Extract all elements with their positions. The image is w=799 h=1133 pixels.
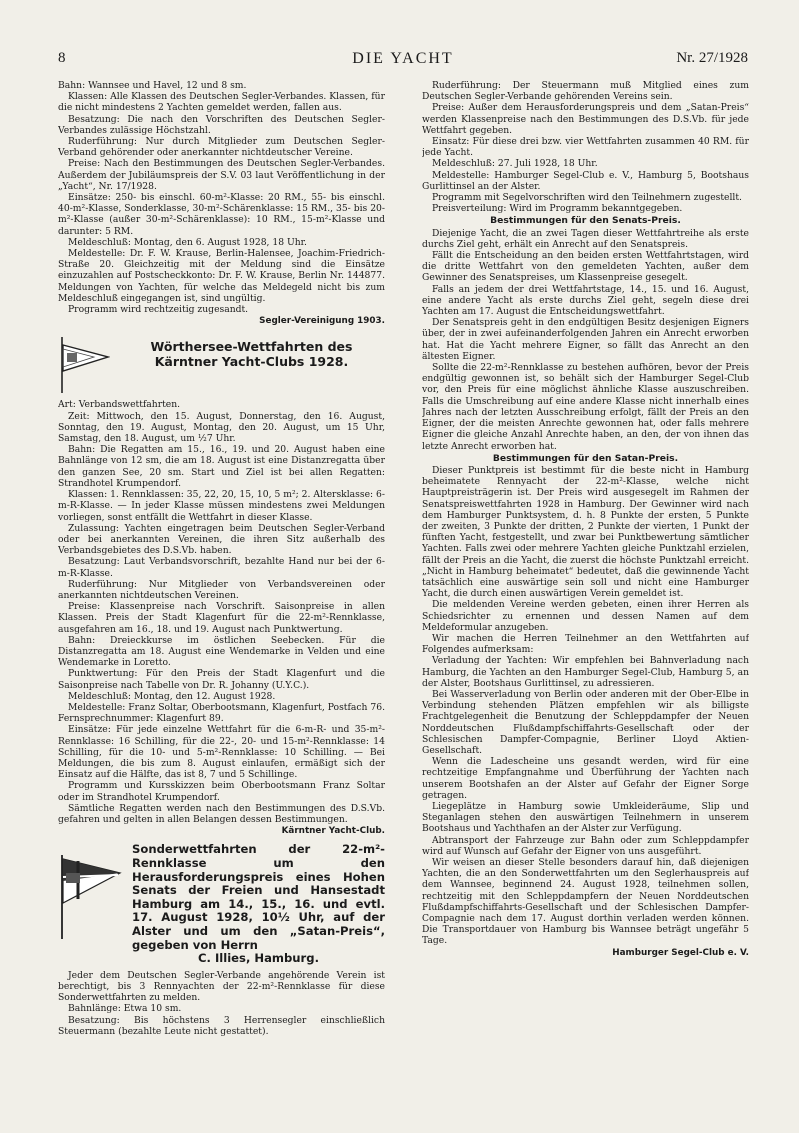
paragraph: Bahnlänge: Etwa 10 sm. <box>68 1003 182 1015</box>
paragraph: Falls an jedem der drei Wettfahrtstage, 14., 15. und 16. August, eine andere Yacht als erste durchs Ziel geht, segeln diese drei Yachten am 17. August die Entscheidungswettfahrt. <box>422 283 749 318</box>
paragraph: Besatzung: Laut Verbandsvorschrift, bezahlte Hand nur bei der 6-m-R-Klasse. <box>58 556 385 579</box>
paragraph: Preise: Nach den Bestimmungen des Deutschen Segler-Verbandes. Außerdem der Jubiläumspreis der S.V. 03 laut Veröffentlichung in der „Yacht“, Nr. 17/1928. <box>58 158 385 192</box>
paragraph: Jeder dem Deutschen Segler-Verbande angehörende Verein ist berechtigt, bis 3 Rennyachten der 22-m²-Rennklasse für diese Sonderwettfahrten zu melden. <box>58 969 385 1004</box>
section-title-end: C. Illies, Hamburg. <box>198 951 319 966</box>
signature: Hamburger Segel-Club e. V. <box>612 947 749 958</box>
paragraph: Meldeschluß: Montag, den 12. August 1928. <box>68 690 276 702</box>
paragraph: Punktwertung: Für den Preis der Stadt Klagenfurt und die Saisonpreise nach Tabelle von Dr. R. Johanny (U.Y.C.). <box>58 668 385 691</box>
page-header <box>58 50 748 72</box>
paragraph: Klassen: 1. Rennklassen: 35, 22, 20, 15, 10, 5 m²; 2. Altersklasse: 6-m-R-Klasse. — In jeder Klasse müssen mindestens zwei Meldungen vorliegen, sonst entfällt die Wettfahrt in dieser Klasse. <box>58 489 385 523</box>
paragraph: Sollte die 22-m²-Rennklasse zu bestehen aufhören, bevor der Preis endgültig gewonnen ist, so behält sich der Hamburger Segel-Club vor, den Preis für eine möglichst ähnliche Klasse auszuschreiben. Falls die Umschreibung auf eine andere Klasse nicht innerhalb eines Jahres nach der letzten Ausschreibung erfolgt, fällt der Preis an den Eigner, der die meisten Anrechte gewonnen hat, oder falls mehrere Eigner die gleiche Anzahl Anrechte haben, an den, der von ihnen das letzte Anrecht erworben hat. <box>422 362 749 452</box>
paragraph: Die meldenden Vereine werden gebeten, einen ihrer Herren als Schiedsrichter zu ernennen und dessen Namen auf dem Meldeformular anzugeben. <box>422 599 749 633</box>
paragraph: Besatzung: Bis höchstens 3 Herrensegler einschließlich Steuermann (bezahlte Leute nicht gestattet). <box>58 1014 385 1037</box>
paragraph: Preise: Klassenpreise nach Vorschrift. Saisonpreise in allen Klassen. Preis der Stadt Klagenfurt für die 22-m²-Rennklasse, ausgefahren am 16., 18. und 19. August nach Punktwertung. <box>58 601 385 635</box>
paragraph: Ruderführung: Nur durch Mitglieder zum Deutschen Segler-Verband gehörender oder anerkannter nichtdeutscher Vereine. <box>58 136 385 159</box>
paragraph: Programm wird rechtzeitig zugesandt. <box>68 304 249 316</box>
section-heading-woerthersee <box>58 333 385 395</box>
paragraph: Einsätze: 250- bis einschl. 60-m²-Klasse: 20 RM., 55- bis einschl. 40-m²-Klasse, Sonderklasse, 30-m²-Schärenklasse: 15 RM., 35- bis 20-m²-Klasse (außer 30-m²-Schärenklasse): 10 RM., 15-m²-Klasse und darunter: 5 RM. <box>58 192 385 237</box>
paragraph: Meldestelle: Franz Soltar, Oberbootsmann, Klagenfurt, Postfach 76. Fernsprechnummer: Klagenfurt 89. <box>58 701 385 725</box>
paragraph: Einsatz: Für diese drei bzw. vier Wettfahrten zusammen 40 RM. für jede Yacht. <box>422 136 749 159</box>
paragraph: Preise: Außer dem Herausforderungspreis und dem „Satan-Preis“ werden Klassenpreise nach den Bestimmungen des D.S.Vb. für jede Wettfahrt gegeben. <box>422 102 749 136</box>
paragraph: Bahn: Die Regatten am 15., 16., 19. und 20. August haben eine Bahnlänge von 12 sm, die am 18. August ist eine Distanzregatta über den ganzen See, 20 sm. Start und Ziel ist bei allen Regatten: Strandhotel Krumpendorf. <box>58 444 385 489</box>
section-title: Wörthersee-Wettfahrten des Kärntner Yacht-Clubs 1928. <box>150 339 353 370</box>
paragraph: Bahn: Wannsee und Havel, 12 und 8 sm. <box>58 80 247 91</box>
paragraph: Meldestelle: Hamburger Segel-Club e. V., Hamburg 5, Bootshaus Gurlittinsel an der Alster. <box>422 169 749 192</box>
paragraph: Der Senatspreis geht in den endgültigen Besitz desjenigen Eigners über, der in zwei aufeinanderfolgenden Jahren ein Anrecht erworben hat. Hat die Yacht mehrere Eigner, so fällt das Anrecht an den ältesten Eigner. <box>422 317 749 362</box>
paragraph: Sämtliche Regatten werden nach den Bestimmungen des D.S.Vb. gefahren und gelten in allen Belangen dessen Bestimmungen. <box>58 802 385 825</box>
right-column <box>422 80 749 1110</box>
paragraph: Zulassung: Yachten eingetragen beim Deutschen Segler-Verband oder bei anerkannten Vereinen, die ihren Sitz außerhalb des Verbandsgebietes des D.S.Vb. haben. <box>58 522 385 557</box>
paragraph: Bahn: Dreieckkurse im östlichen Seebecken. Für die Distanzregatta am 18. August eine Wendemarke in Velden und eine Wendemarke in Loretto. <box>58 634 385 669</box>
paragraph: Preisverteilung: Wird im Programm bekanntgegeben. <box>432 203 683 215</box>
journal-title: DIE YACHT <box>352 50 454 67</box>
paragraph: Programm und Kursskizzen beim Oberbootsmann Franz Soltar oder im Strandhotel Krumpendorf. <box>58 780 385 803</box>
paragraph: Bei Wasserverladung von Berlin oder anderen mit der Ober-Elbe in Verbindung stehenden Plätzen empfehlen wir als billigste Frachtgelegenheit die Benutzung der Schleppdampfer der Neuen Norddeutschen Flußdampfschiffahrts-Gesellschaft oder der Schlesischen Dampfer-Compagnie, Berliner Lloyd Aktien-Gesellschaft. <box>422 688 749 756</box>
subheading: Bestimmungen für den Satan-Preis. <box>492 452 679 464</box>
section-title-main: Sonderwettfahrten der 22-m²-Rennklasse um den Herausforderungspreis eines Hohen Senats der Freien und Hansestadt Hamburg am 14., 15., 16. und evtl. 17. August 1928, 10½ Uhr, auf der Alster und um den „Satan-Preis“, gegeben von Herrn <box>132 842 385 952</box>
paragraph: Liegeplätze in Hamburg sowie Umkleideräume, Slip und Steganlagen stehen den auswärtigen Teilnehmern in unserem Bootshaus und Yachthafen an der Alster zur Verfügung. <box>422 801 749 835</box>
paragraph: Wenn die Ladescheine uns gesandt werden, wird für eine rechtzeitige Empfangnahme und Überführung der Yachten nach unserem Bootshafen an der Alster auf Gefahr der Eigner Sorge getragen. <box>422 756 749 801</box>
paragraph: Wir machen die Herren Teilnehmer an den Wettfahrten auf Folgendes aufmerksam: <box>422 632 749 656</box>
issue-number: Nr. 27/1928 <box>676 50 748 66</box>
page-number: 8 <box>58 50 66 66</box>
paragraph: Verladung der Yachten: Wir empfehlen bei Bahnverladung nach Hamburg, die Yachten an den Hamburger Segel-Club, Hamburg 5, an der Alster, Bootshaus Gurlittinsel, zu adressieren. <box>422 655 749 689</box>
paragraph: Art: Verbandswettfahrten. <box>58 399 181 411</box>
paragraph: Dieser Punktpreis ist bestimmt für die beste nicht in Hamburg beheimatete Rennyacht der 22-m²-Klasse, welche nicht Hauptpreisträgerin ist. Der Preis wird ausgesegelt im Rahmen der Senatspreiswettfahrten 1928 in Hamburg. Der Gewinner wird nach dem Hamburger Punktsystem, d. h. 8 Punkte der ersten, 5 Punkte der zweiten, 3 Punkte der dritten, 2 Punkte der vierten, 1 Punkt der fünften Yacht, festgestellt, und zwar bei Punktbewertung sämtlicher Yachten. Falls zwei oder mehrere Yachten gleiche Punktzahl erzielen, fällt der Preis an die Yacht, die zuerst die höchste Punktzahl erreicht. „Nicht in Hamburg beheimatet“ bedeutet, daß die gewinnende Yacht tatsächlich eine auswärtige sein soll und nicht eine Hamburger Yacht, die durch einen auswärtigen Verein gemeldet ist. <box>422 464 749 600</box>
paragraph: Zeit: Mittwoch, den 15. August, Donnerstag, den 16. August, Sonntag, den 19. August, Montag, den 20. August, um 15 Uhr, Samstag, den 18. August, um ½7 Uhr. <box>58 410 385 445</box>
section-title <box>132 843 385 965</box>
left-column <box>58 80 385 1110</box>
paragraph: Klassen: Alle Klassen des Deutschen Segler-Verbandes. Klassen, für die nicht mindestens 2 Yachten gemeldet werden, fallen aus. <box>58 91 385 114</box>
paragraph: Ruderführung: Nur Mitglieder von Verbandsvereinen oder anerkannten nichtdeutschen Vereinen. <box>58 578 385 601</box>
ensign-flag-icon <box>58 851 124 941</box>
paragraph: Programm mit Segelvorschriften wird den Teilnehmern zugestellt. <box>432 192 742 204</box>
paragraph: Meldestelle: Dr. F. W. Krause, Berlin-Halensee, Joachim-Friedrich-Straße 20. Gleichzeitig mit der Meldung sind die Einsätze einzuzahlen auf Postscheckkonto: Dr. F. W. Krause, Berlin Nr. 144877. Meldungen von Yachten, für welche das Meldegeld nicht bis zum Meldeschluß eingegangen ist, sind ungültig. <box>58 248 385 304</box>
paragraph: Abtransport der Fahrzeuge zur Bahn oder zum Schleppdampfer wird auf Wunsch auf Gefahr der Eigner von uns ausgeführt. <box>422 834 749 857</box>
burgee-flag-icon <box>58 335 110 395</box>
paragraph: Einsätze: Für jede einzelne Wettfahrt für die 6-m-R- und 35-m²-Rennklasse: 16 Schilling, für die 22-, 20- und 15-m²-Rennklasse: 14 Schilling, für die 10- und 5-m²-Rennklasse: 10 Schilling. — Bei Meldungen, die bis zum 8. August einlaufen, ermäßigt sich der Einsatz auf die Hälfte, das ist 8, 7 und 5 Schillinge. <box>58 724 385 781</box>
paragraph: Fällt die Entscheidung an den beiden ersten Wettfahrtstagen, wird die dritte Wettfahrt von den gemeldeten Yachten, außer dem Gewinner des Senatspreises, um Klassenpreise gesegelt. <box>422 250 749 284</box>
paragraph: Besatzung: Die nach den Vorschriften des Deutschen Segler-Verbandes zulässige Höchstzahl. <box>58 113 385 136</box>
signature: Kärntner Yacht-Club. <box>281 826 385 837</box>
signature: Segler-Vereinigung 1903. <box>259 316 385 327</box>
section-heading-sonderwettfahrten <box>58 843 385 965</box>
paragraph: Diejenige Yacht, die an zwei Tagen dieser Wettfahrtreihe als erste durchs Ziel geht, erhält ein Anrecht auf den Senatspreis. <box>422 227 749 250</box>
paragraph: Wir weisen an dieser Stelle besonders darauf hin, daß diejenigen Yachten, die an den Sonderwettfahrten um den Seglerhauspreis auf dem Wannsee, beginnend 24. August 1928, teilnehmen sollen, rechtzeitig mit den Schleppdampfern der Neuen Norddeutschen Flußdampfschiffahrts-Gesellschaft und der Schlesischen Dampfer-Compagnie nach dem 17. August dorthin verladen werden können. Die Transportdauer von Hamburg bis Wannsee beträgt ungefähr 5 Tage. <box>422 857 749 947</box>
paragraph: Ruderführung: Der Steuermann muß Mitglied eines zum Deutschen Segler-Verbande gehörenden Vereins sein. <box>422 80 749 103</box>
paragraph: Meldeschluß: 27. Juli 1928, 18 Uhr. <box>432 158 598 170</box>
subheading: Bestimmungen für den Senats-Preis. <box>490 215 681 227</box>
paragraph: Meldeschluß: Montag, den 6. August 1928, 18 Uhr. <box>68 236 307 248</box>
